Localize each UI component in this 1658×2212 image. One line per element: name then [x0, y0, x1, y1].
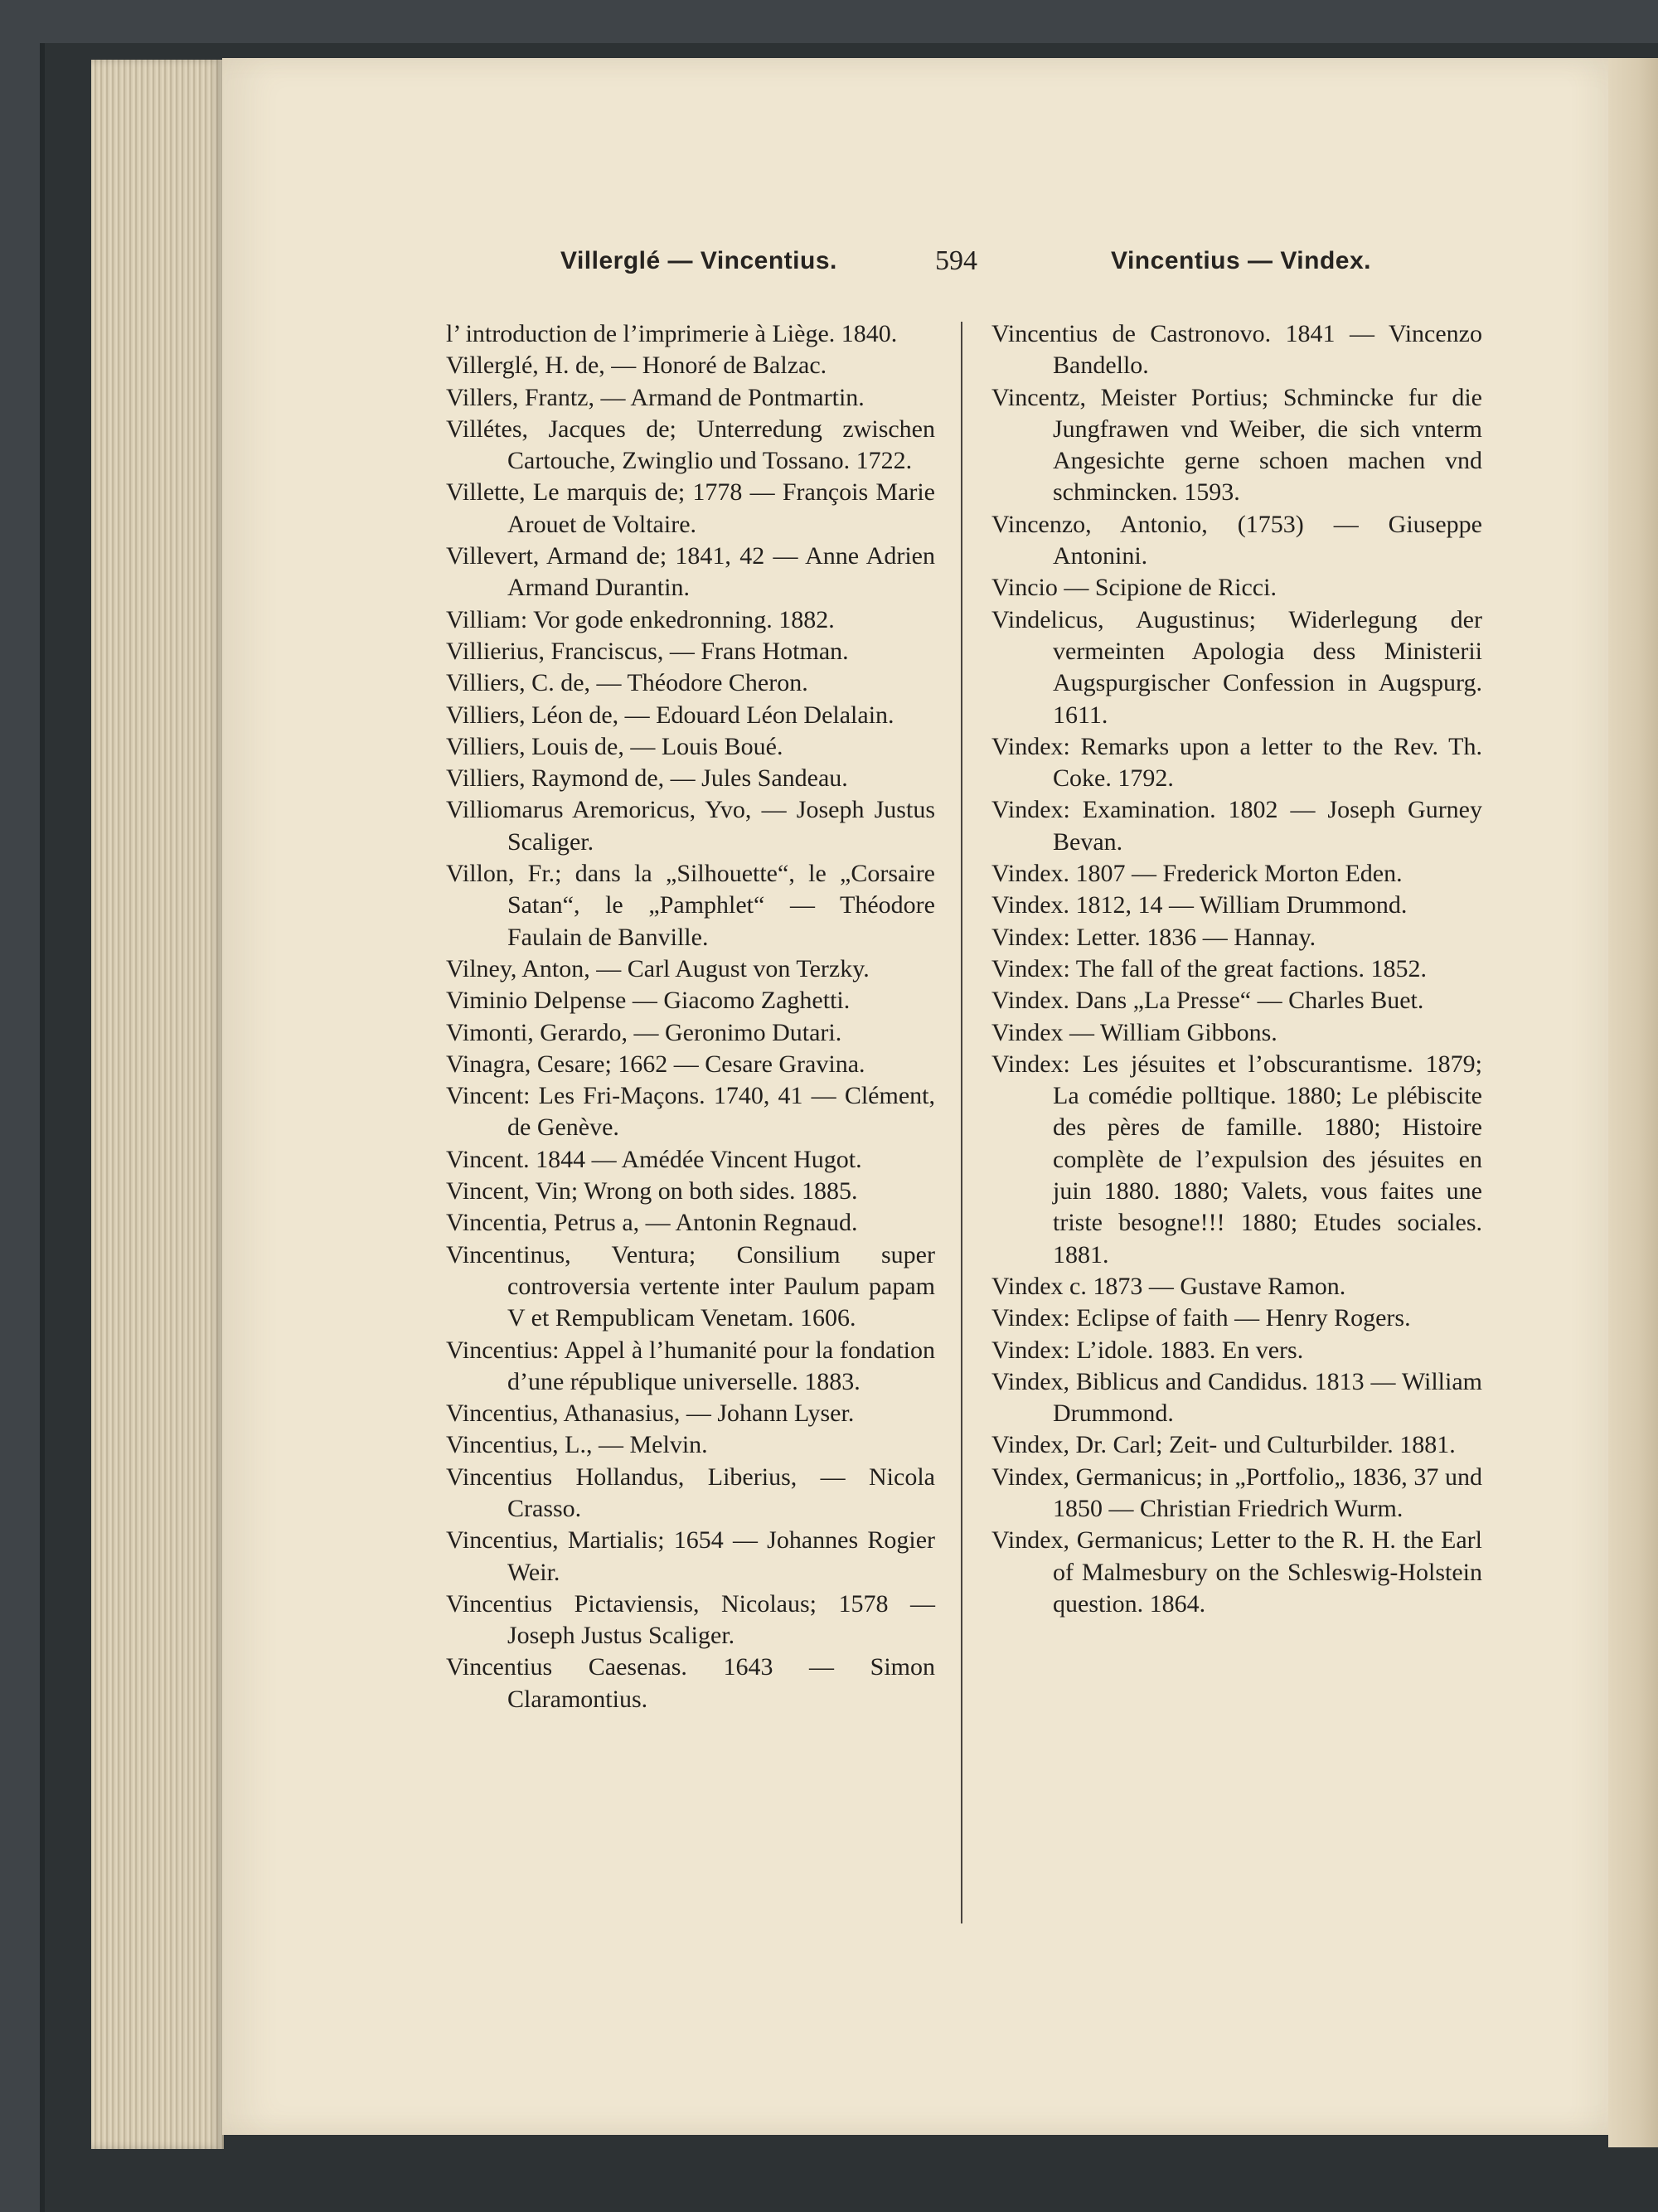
index-entry: Vindex: The fall of the great factions. 1852.: [991, 954, 1427, 982]
index-entry: Viminio Delpense — Giacomo Zaghetti.: [446, 987, 851, 1015]
index-entry: Vilney, Anton, — Carl August von Terzky.: [446, 954, 870, 982]
index-entry: Vincentius, Martialis; 1654 — Johannes Rogier Weir.: [446, 1526, 935, 1586]
index-entry: Vindex: Letter. 1836 — Hannay.: [991, 923, 1316, 951]
running-head-right: Vincentius — Vindex.: [1111, 247, 1371, 274]
index-entry: Vindex: L’idole. 1883. En vers.: [991, 1336, 1304, 1364]
column-divider: [961, 322, 962, 1923]
index-entry: Villiers, Raymond de, — Jules Sandeau.: [446, 764, 848, 793]
index-entry: Vincent. 1844 — Amédée Vincent Hugot.: [446, 1145, 862, 1173]
index-entry: Vindex, Germanicus; in „Portfolio„ 1836, 37 und 1850 — Christian Friedrich Wurm.: [991, 1463, 1482, 1522]
index-entry: Vindex — William Gibbons.: [991, 1018, 1277, 1046]
index-entry: Vindex. Dans „La Presse“ — Charles Buet.: [991, 987, 1424, 1015]
index-entry: Villers, Frantz, — Armand de Pontmartin.: [446, 383, 865, 411]
index-entry: Vinagra, Cesare; 1662 — Cesare Gravina.: [446, 1050, 865, 1078]
index-entry: Vindex, Biblicus and Candidus. 1813 — William Drummond.: [991, 1367, 1482, 1428]
index-entry: Vindex: Examination. 1802 — Joseph Gurney Bevan.: [991, 796, 1482, 856]
facing-page-edge: [1608, 58, 1658, 2147]
index-entry: Vindex: Eclipse of faith — Henry Rogers.: [991, 1304, 1411, 1332]
index-entry: Vincentius de Castronovo. 1841 — Vincenzo Bandello.: [991, 320, 1482, 380]
index-entry: Vincent, Vin; Wrong on both sides. 1885.: [446, 1177, 858, 1205]
index-entry: Vindex, Germanicus; Letter to the R. H. the Earl of Malmesbury on the Schleswig-Holstein question. 1864.: [991, 1526, 1482, 1618]
index-entry: Villiers, C. de, — Théodore Cheron.: [446, 669, 808, 697]
index-entry: Vincent: Les Fri-Maçons. 1740, 41 — Clément, de Genève.: [446, 1082, 935, 1142]
index-entry: Vincentius Pictaviensis, Nicolaus; 1578 — Joseph Justus Scaliger.: [446, 1589, 935, 1650]
index-entry: Villétes, Jacques de; Unterredung zwischen Cartouche, Zwinglio und Tossano. 1722.: [446, 415, 935, 475]
index-entry: Vincentius: Appel à l’humanité pour la fondation d’une république universelle. 1883.: [446, 1336, 935, 1395]
index-entry: Vincentz, Meister Portius; Schmincke fur die Jungfrawen vnd Weiber, die sich vnterm Angesichte gerne schoen machen vnd schmincken. 1593.: [991, 383, 1482, 507]
index-entry: Villierius, Franciscus, — Frans Hotman.: [446, 637, 849, 665]
left-column: [446, 318, 935, 1715]
index-entry: Villiomarus Aremoricus, Yvo, — Joseph Justus Scaliger.: [446, 796, 935, 856]
index-entry: Vindex. 1807 — Frederick Morton Eden.: [991, 860, 1403, 888]
page-number: 594: [935, 245, 977, 276]
index-entry: l’ introduction de l’imprimerie à Liège. 1840.: [446, 320, 898, 347]
index-entry: Vincentius, Athanasius, — Johann Lyser.: [446, 1399, 855, 1428]
index-entry: Villiers, Louis de, — Louis Boué.: [446, 732, 783, 760]
index-entry: Vindex: Les jésuites et l’obscurantisme. 1879; La comédie polltique. 1880; Le plébiscite des pères de famille. 1880; Histoire complète de l’expulsion des jésuites en juin 1880. 1880; Valets, vous faites une triste besogne!!! 1880; Etudes sociales. 1881.: [991, 1050, 1482, 1269]
index-entry: Vindex: Remarks upon a letter to the Rev. Th. Coke. 1792.: [991, 732, 1482, 793]
index-entry: Vindex. 1812, 14 — William Drummond.: [991, 891, 1408, 919]
index-entry: Villon, Fr.; dans la „Silhouette“, le „Corsaire Satan“, le „Pamphlet“ — Théodore Faulain de Banville.: [446, 860, 935, 951]
index-entry: Villette, Le marquis de; 1778 — François Marie Arouet de Voltaire.: [446, 478, 935, 538]
running-head-left: Villerglé — Vincentius.: [560, 247, 837, 274]
index-entry: Vincentius Caesenas. 1643 — Simon Claramontius.: [446, 1653, 935, 1713]
index-entry: Villiers, Léon de, — Edouard Léon Delalain.: [446, 701, 894, 729]
index-entry: Vimonti, Gerardo, — Geronimo Dutari.: [446, 1018, 842, 1046]
index-entry: Villiam: Vor gode enkedronning. 1882.: [446, 605, 835, 633]
index-entry: Vindelicus, Augustinus; Widerlegung der vermeinten Apologia dess Ministerii Augspurgischer Confession in Augspurg. 1611.: [991, 605, 1482, 729]
index-entry: Villerglé, H. de, — Honoré de Balzac.: [446, 352, 827, 380]
index-entry: Vincentius Hollandus, Liberius, — Nicola Crasso.: [446, 1463, 935, 1522]
index-entry: Vindex c. 1873 — Gustave Ramon.: [991, 1272, 1346, 1300]
index-entry: Villevert, Armand de; 1841, 42 — Anne Adrien Armand Durantin.: [446, 542, 935, 602]
index-entry: Vincentius, L., — Melvin.: [446, 1431, 708, 1459]
right-column: [991, 318, 1482, 1620]
index-entry: Vincentinus, Ventura; Consilium super controversia vertente inter Paulum papam V et Rempublicam Venetam. 1606.: [446, 1240, 935, 1332]
index-entry: Vincio — Scipione de Ricci.: [991, 574, 1277, 602]
page-edges: [91, 60, 224, 2149]
index-entry: Vindex, Dr. Carl; Zeit- und Culturbilder. 1881.: [991, 1431, 1456, 1459]
index-entry: Vincentia, Petrus a, — Antonin Regnaud.: [446, 1209, 858, 1237]
index-entry: Vincenzo, Antonio, (1753) — Giuseppe Antonini.: [991, 510, 1482, 570]
